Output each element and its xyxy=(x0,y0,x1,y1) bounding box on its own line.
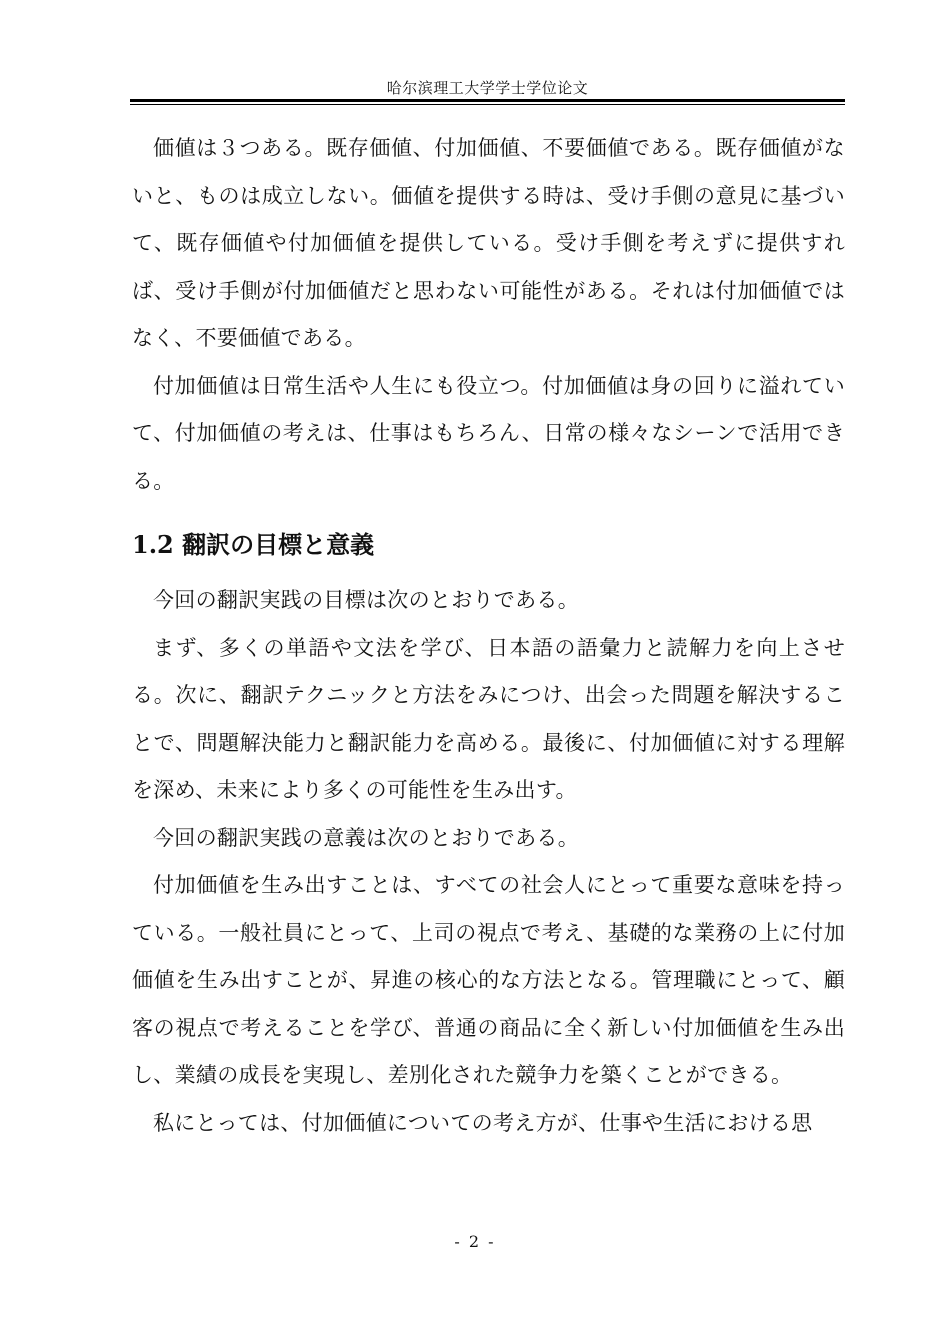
header-rule-thick xyxy=(130,99,845,102)
body-paragraph: まず、多くの単語や文法を学び、日本語の語彙力と読解力を向上させる。次に、翻訳テクニックと方法をみにつけ、出会った問題を解決することで、問題解決能力と翻訳能力を高める。最後に、付加価値に対する理解を深め、未来により多くの可能性を生み出す。 xyxy=(132,635,845,802)
header-rule-thin xyxy=(130,104,845,105)
running-header: 哈尔滨理工大学学士学位论文 xyxy=(386,79,589,97)
section-heading: 1.2 翻訳の目標と意義 xyxy=(132,530,375,559)
body-paragraph: 付加価値は日常生活や人生にも役立つ。付加価値は身の回りに溢れていて、付加価値の考えは、仕事はもちろん、日常の様々なシーンで活用できる。 xyxy=(132,373,845,493)
body-paragraph: 私にとっては、付加価値についての考え方が、仕事や生活における思 xyxy=(153,1110,813,1135)
document-body xyxy=(132,125,845,1147)
body-paragraph: 今回の翻訳実践の意義は次のとおりである。 xyxy=(153,825,579,850)
page-number: - 2 - xyxy=(454,1232,496,1251)
body-paragraph: 付加価値を生み出すことは、すべての社会人にとって重要な意味を持っている。一般社員にとって、上司の視点で考え、基礎的な業務の上に付加価値を生み出すことが、昇進の核心的な方法となる。管理職にとって、顧客の視点で考えることを学び、普通の商品に全く新しい付加価値を生み出し、業績の成長を実現し、差別化された競争力を築くことができる。 xyxy=(132,873,845,1087)
body-paragraph: 今回の翻訳実践の目標は次のとおりである。 xyxy=(153,588,579,612)
body-paragraph: 価値は３つある。既存価値、付加価値、不要価値である。既存価値がないと、ものは成立しない。価値を提供する時は、受け手側の意見に基づいて、既存価値や付加価値を提供している。受け手側を考えずに提供すれば、受け手側が付加価値だと思わない可能性がある。それは付加価値ではなく、不要価値である。 xyxy=(132,136,845,350)
